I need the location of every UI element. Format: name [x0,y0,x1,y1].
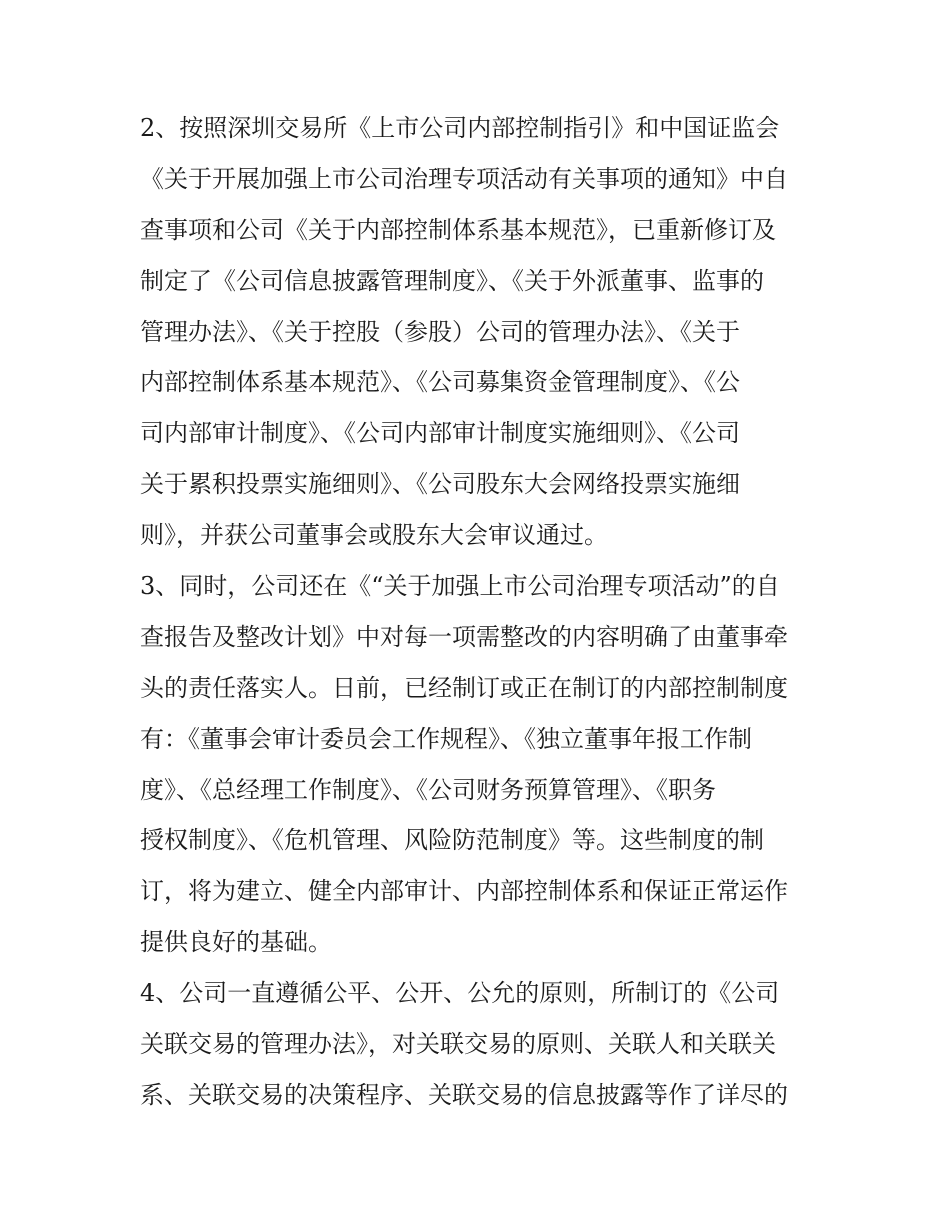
text-line: 订，将为建立、健全内部审计、内部控制体系和保证正常运作 [140,877,788,906]
text-line: 司内部审计制度》、《公司内部审计制度实施细则》、《公司 [140,419,740,448]
paragraph-item-3 [140,561,812,968]
text-line: 关联交易的管理办法》，对关联交易的原则、关联人和关联关 [140,1030,776,1059]
text-line: 度》、《总经理工作制度》、《公司财务预算管理》、《职务 [140,775,716,804]
text-line: 内部控制体系基本规范》、《公司募集资金管理制度》、《公 [140,368,740,397]
document-body [140,103,812,1121]
text-line: 关于累积投票实施细则》、《公司股东大会网络投票实施细 [140,470,740,499]
text-line: 系、关联交易的决策程序、关联交易的信息披露等作了详尽的 [140,1080,788,1109]
text-line: 《关于开展加强上市公司治理专项活动有关事项的通知》中自 [140,164,788,193]
text-line: 有：《董事会审计委员会工作规程》、《独立董事年报工作制 [140,724,752,753]
text-line: 则》，并获公司董事会或股东大会审议通过。 [140,521,608,550]
text-line: 查事项和公司《关于内部控制体系基本规范》，已重新修订及 [140,215,776,244]
text-line: 4、公司一直遵循公平、公开、公允的原则，所制订的《公司 [140,979,780,1008]
paragraph-item-4 [140,968,812,1121]
text-line: 查报告及整改计划》中对每一项需整改的内容明确了由董事牵 [140,622,788,651]
text-line: 头的责任落实人。日前，已经制订或正在制订的内部控制制度 [140,673,788,702]
text-line: 2、按照深圳交易所《上市公司内部控制指引》和中国证监会 [140,114,780,142]
text-line: 3、同时，公司还在《“关于加强上市公司治理专项活动”的自 [140,572,780,601]
text-line: 管理办法》、《关于控股（参股）公司的管理办法》、《关于 [140,317,740,346]
text-line: 制定了《公司信息披露管理制度》、《关于外派董事、监事的 [140,266,764,295]
text-line: 提供良好的基础。 [140,928,332,957]
text-line: 授权制度》、《危机管理、风险防范制度》等。这些制度的制 [140,826,764,855]
paragraph-item-2 [140,103,812,561]
